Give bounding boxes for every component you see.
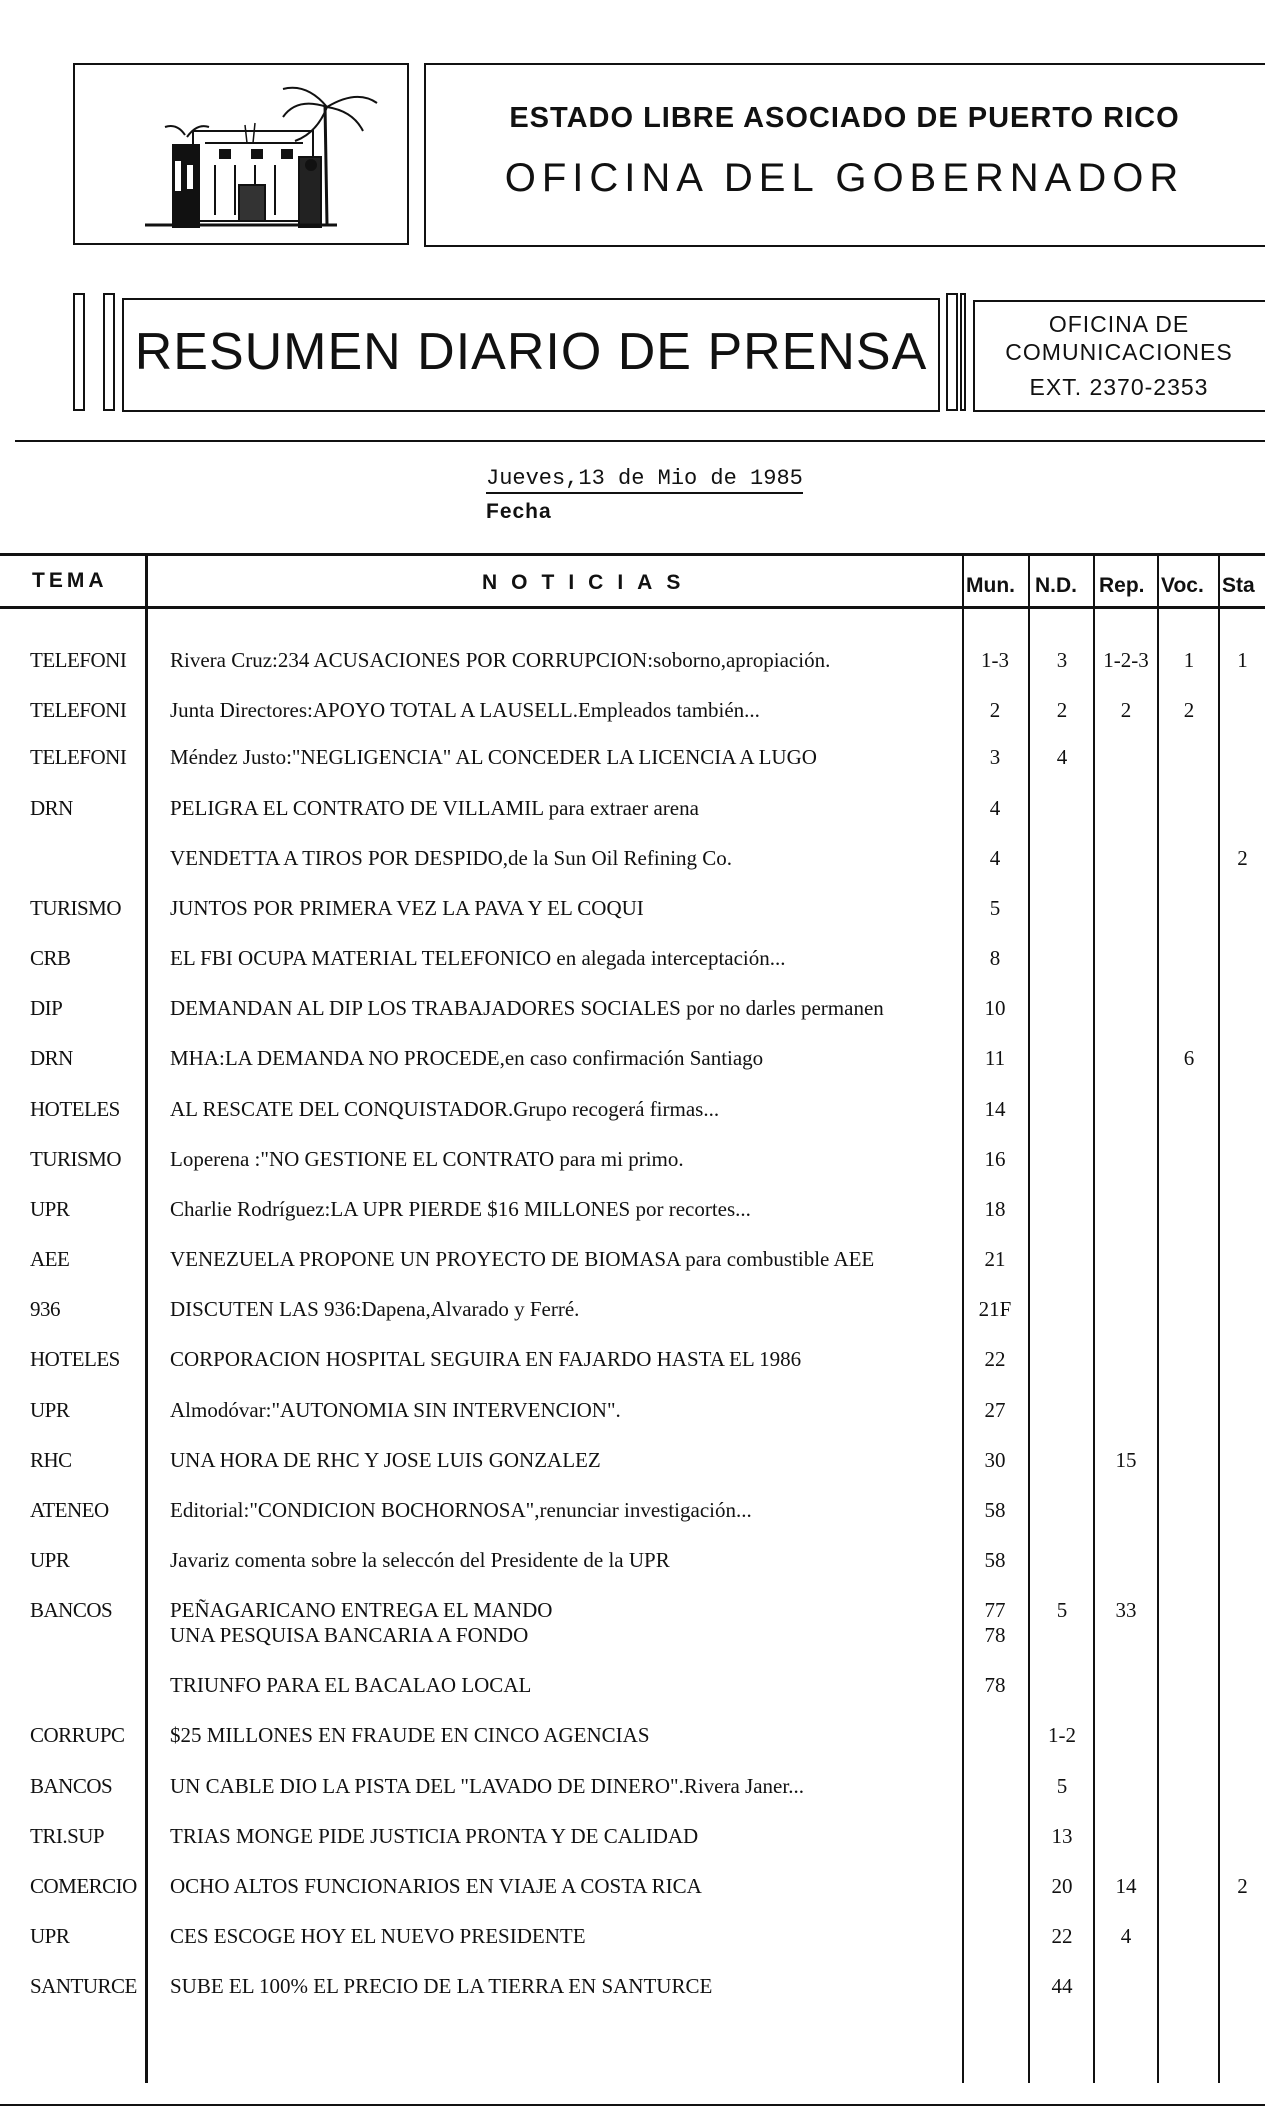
row-mun: 30 [984, 1448, 1006, 1472]
section-divider [15, 440, 1265, 442]
header-noticias: NOTICIAS [482, 571, 695, 594]
row-topic: RHC [30, 1448, 72, 1472]
row-nd: 44 [1051, 1974, 1073, 1998]
row-mun: 77 [984, 1598, 1006, 1622]
row-headline: Charlie Rodríguez:LA UPR PIERDE $16 MILLONES por recortes... [170, 1197, 751, 1221]
banner-bar-right-1 [946, 293, 958, 411]
row-voc: 2 [1183, 698, 1195, 722]
table-top-rule [0, 553, 1265, 556]
row-topic: TURISMO [30, 896, 122, 920]
row-mun: 58 [984, 1498, 1006, 1522]
date-label: Fecha [486, 500, 552, 523]
banner-bar-right-2 [960, 293, 966, 411]
row-sta: 2 [1237, 846, 1248, 870]
row-topic: CRB [30, 946, 71, 970]
row-topic: HOTELES [30, 1097, 120, 1121]
header-tema: TEMA [32, 569, 108, 592]
row-headline: JUNTOS POR PRIMERA VEZ LA PAVA Y EL COQUI [170, 896, 644, 920]
row-mun: 1-3 [981, 648, 1009, 672]
row-headline: DISCUTEN LAS 936:Dapena,Alvarado y Ferré. [170, 1297, 580, 1321]
row-rep: 15 [1115, 1448, 1137, 1472]
office-extension: EXT. 2370-2353 [1029, 374, 1209, 400]
row-headline: AL RESCATE DEL CONQUISTADOR.Grupo recogerá firmas... [170, 1097, 720, 1121]
row-headline: MHA:LA DEMANDA NO PROCEDE,en caso confirmación Santiago [170, 1046, 764, 1070]
row-headline: Méndez Justo:"NEGLIGENCIA" AL CONCEDER LA LICENCIA A LUGO [170, 745, 817, 769]
row-headline: VENDETTA A TIROS POR DESPIDO,de la Sun Oil Refining Co. [170, 846, 733, 870]
row-sta: 2 [1237, 1874, 1248, 1898]
row-headline: PELIGRA EL CONTRATO DE VILLAMIL para extraer arena [170, 796, 699, 820]
row-topic: TELEFONI [30, 698, 127, 722]
row-nd: 5 [1056, 1598, 1068, 1622]
row-topic: DIP [30, 996, 63, 1020]
column-rule-voc [1157, 553, 1159, 2083]
header-sta: Sta [1222, 574, 1255, 597]
row-headline: CORPORACION HOSPITAL SEGUIRA EN FAJARDO HASTA EL 1986 [170, 1347, 802, 1371]
row-mun: 2 [989, 698, 1001, 722]
row-headline: UNA PESQUISA BANCARIA A FONDO [170, 1623, 529, 1647]
row-mun: 78 [984, 1623, 1006, 1647]
row-mun: 21 [984, 1247, 1006, 1271]
row-nd: 3 [1056, 648, 1068, 672]
row-mun: 4 [989, 846, 1001, 870]
row-topic: TRI.SUP [30, 1824, 105, 1848]
row-topic: UPR [30, 1924, 70, 1948]
row-topic: 936 [30, 1297, 60, 1321]
row-headline: TRIUNFO PARA EL BACALAO LOCAL [170, 1673, 532, 1697]
row-topic: COMERCIO [30, 1874, 137, 1898]
row-headline: Loperena :"NO GESTIONE EL CONTRATO para mi primo. [170, 1147, 684, 1171]
row-topic: TELEFONI [30, 745, 127, 769]
row-headline: UN CABLE DIO LA PISTA DEL "LAVADO DE DINERO".Rivera Janer... [170, 1774, 804, 1798]
row-mun: 4 [989, 796, 1001, 820]
row-mun: 10 [984, 996, 1006, 1020]
row-voc: 6 [1183, 1046, 1195, 1070]
banner-title: RESUMEN DIARIO DE PRENSA [134, 323, 928, 381]
column-rule-sta [1218, 553, 1220, 2083]
date-value: Jueves,13 de Mio de 1985 [486, 466, 803, 494]
row-rep: 33 [1115, 1598, 1137, 1622]
office-line2: COMUNICACIONES [1005, 339, 1233, 365]
header-nd: N.D. [1035, 574, 1077, 597]
row-mun: 11 [984, 1046, 1006, 1070]
row-nd: 5 [1056, 1774, 1068, 1798]
office-line1: OFICINA DE [1048, 311, 1190, 337]
header-rep: Rep. [1099, 574, 1145, 597]
row-headline: Rivera Cruz:234 ACUSACIONES POR CORRUPCION:soborno,apropiación. [170, 648, 831, 672]
row-mun: 58 [984, 1548, 1006, 1572]
row-headline: Almodóvar:"AUTONOMIA SIN INTERVENCION". [170, 1398, 621, 1422]
row-mun: 18 [984, 1197, 1006, 1221]
row-rep: 1-2-3 [1103, 648, 1149, 672]
row-topic: CORRUPC [30, 1723, 125, 1747]
row-topic: UPR [30, 1548, 70, 1572]
table-header-rule [0, 606, 1265, 609]
banner-bar-left-1 [73, 293, 85, 411]
row-headline: SUBE EL 100% EL PRECIO DE LA TIERRA EN SANTURCE [170, 1974, 713, 1998]
row-headline: VENEZUELA PROPONE UN PROYECTO DE BIOMASA para combustible AEE [170, 1247, 875, 1271]
page-bottom-rule [0, 2104, 1265, 2106]
row-topic: BANCOS [30, 1774, 113, 1798]
column-rule-tema [145, 553, 148, 2083]
row-topic: BANCOS [30, 1598, 113, 1622]
row-nd: 13 [1051, 1824, 1073, 1848]
header-mun: Mun. [966, 574, 1015, 597]
row-headline: UNA HORA DE RHC Y JOSE LUIS GONZALEZ [170, 1448, 601, 1472]
row-headline: PEÑAGARICANO ENTREGA EL MANDO [170, 1598, 553, 1622]
row-topic: HOTELES [30, 1347, 120, 1371]
row-headline: TRIAS MONGE PIDE JUSTICIA PRONTA Y DE CALIDAD [170, 1824, 699, 1848]
header-commonwealth: ESTADO LIBRE ASOCIADO DE PUERTO RICO [509, 102, 1180, 134]
row-headline: Junta Directores:APOYO TOTAL A LAUSELL.Empleados también... [170, 698, 760, 722]
row-rep: 2 [1120, 698, 1132, 722]
logo-frame [73, 63, 409, 245]
row-topic: TELEFONI [30, 648, 127, 672]
row-topic: DRN [30, 796, 73, 820]
fortaleza-logo [75, 65, 407, 243]
row-nd: 20 [1051, 1874, 1073, 1898]
row-rep: 14 [1115, 1874, 1137, 1898]
title-frame [424, 63, 1265, 247]
row-headline: $25 MILLONES EN FRAUDE EN CINCO AGENCIAS [170, 1723, 650, 1747]
row-topic: DRN [30, 1046, 73, 1070]
header-voc: Voc. [1161, 574, 1204, 597]
row-topic: AEE [30, 1247, 70, 1271]
row-mun: 21F [978, 1297, 1012, 1321]
row-headline: EL FBI OCUPA MATERIAL TELEFONICO en alegada interceptación... [170, 946, 786, 970]
row-mun: 14 [984, 1097, 1006, 1121]
row-mun: 22 [984, 1347, 1006, 1371]
banner-bar-left-2 [103, 293, 115, 411]
header-office: OFICINA DEL GOBERNADOR [504, 156, 1185, 200]
row-topic: UPR [30, 1398, 70, 1422]
row-headline: DEMANDAN AL DIP LOS TRABAJADORES SOCIALES por no darles permanen [170, 996, 884, 1020]
row-headline: OCHO ALTOS FUNCIONARIOS EN VIAJE A COSTA RICA [170, 1874, 702, 1898]
row-mun: 16 [984, 1147, 1006, 1171]
row-topic: ATENEO [30, 1498, 109, 1522]
row-voc: 1 [1183, 648, 1195, 672]
row-headline: CES ESCOGE HOY EL NUEVO PRESIDENTE [170, 1924, 586, 1948]
row-mun: 8 [989, 946, 1001, 970]
row-headline: Editorial:"CONDICION BOCHORNOSA",renunciar investigación... [170, 1498, 752, 1522]
row-nd: 1-2 [1048, 1723, 1076, 1747]
row-mun: 5 [989, 896, 1001, 920]
row-sta: 1 [1237, 648, 1248, 672]
column-rule-rep [1093, 553, 1095, 2083]
row-topic: UPR [30, 1197, 70, 1221]
row-nd: 4 [1056, 745, 1068, 769]
row-mun: 3 [989, 745, 1001, 769]
row-nd: 2 [1056, 698, 1068, 722]
row-mun: 27 [984, 1398, 1006, 1422]
row-mun: 78 [984, 1673, 1006, 1697]
row-headline: Javariz comenta sobre la seleccón del Presidente de la UPR [170, 1548, 670, 1572]
row-topic: TURISMO [30, 1147, 122, 1171]
row-topic: SANTURCE [30, 1974, 137, 1998]
row-nd: 22 [1051, 1924, 1073, 1948]
row-rep: 4 [1120, 1924, 1132, 1948]
